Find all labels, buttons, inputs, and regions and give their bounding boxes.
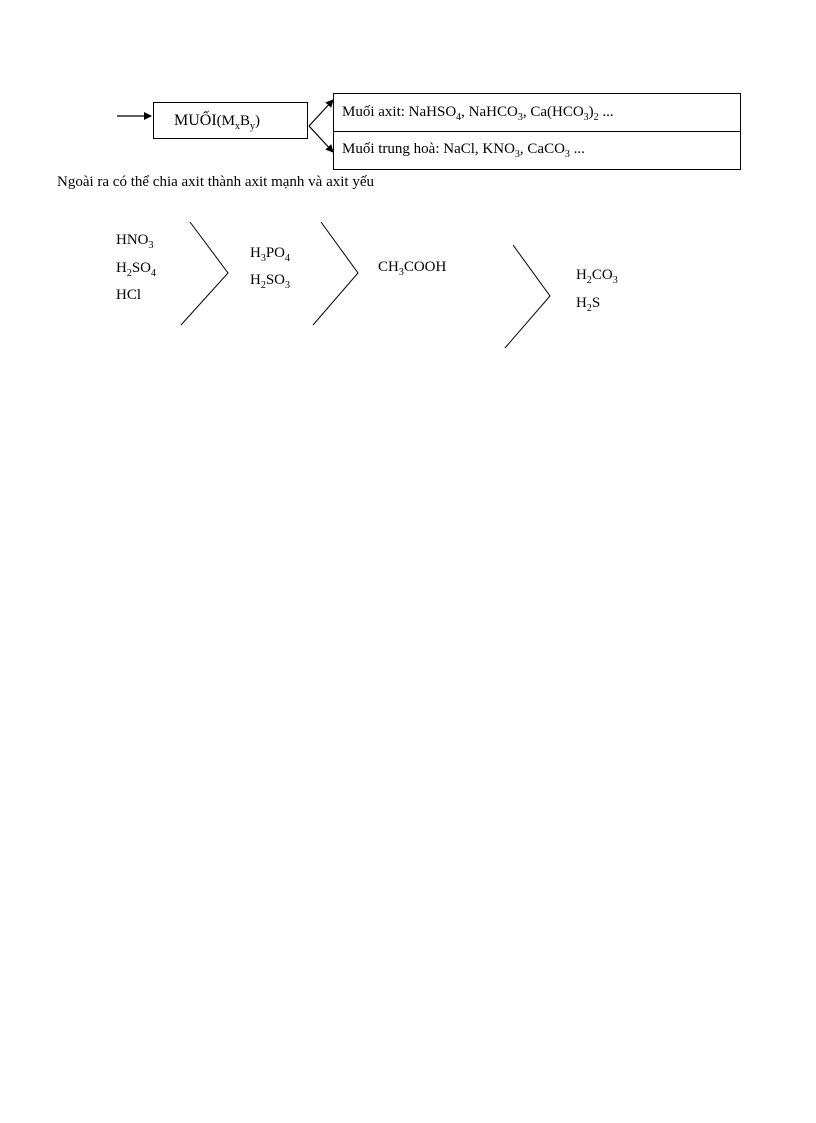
arrow-to-neutral-salt bbox=[309, 126, 333, 152]
acid-hcl: HCl bbox=[116, 287, 142, 303]
salt-types-divider bbox=[334, 131, 740, 132]
acid-hno3: $HNO_3$ bbox=[116, 232, 154, 251]
salt-box bbox=[153, 102, 308, 139]
salt-types-box bbox=[333, 93, 741, 170]
arrow-to-acid-salt bbox=[309, 100, 333, 126]
acid-h3po4: $H_3PO_4$ bbox=[250, 245, 291, 264]
acid-ch3cooh: $CH_3COOH$ bbox=[378, 259, 447, 278]
acid-classification-note: Ngoài ra có thể chia axit thành axit mạnh và axit yếu bbox=[57, 174, 374, 190]
chevron-separator-3 bbox=[505, 245, 550, 348]
acid-h2so4: $H_2SO_4$ bbox=[116, 260, 157, 279]
acid-salt-text: Muối axit: NaHSO$_4$, NaHCO$_3$, $Ca(HCO_3)_2$ ... bbox=[342, 104, 614, 123]
chevron-separator-1 bbox=[181, 222, 228, 325]
acid-h2s: $H_2S$ bbox=[576, 295, 601, 314]
acid-h2so3: $H_2SO_3$ bbox=[250, 272, 291, 291]
neutral-salt-text: Muối trung hoà: NaCl, $KNO_3$, CaCO$_3$ ... bbox=[342, 141, 585, 160]
chevron-separator-2 bbox=[313, 222, 358, 325]
salt-label: $MUỐI(M_xB_y)$ bbox=[174, 112, 261, 133]
acid-h2co3: $H_2CO_3$ bbox=[576, 267, 618, 286]
